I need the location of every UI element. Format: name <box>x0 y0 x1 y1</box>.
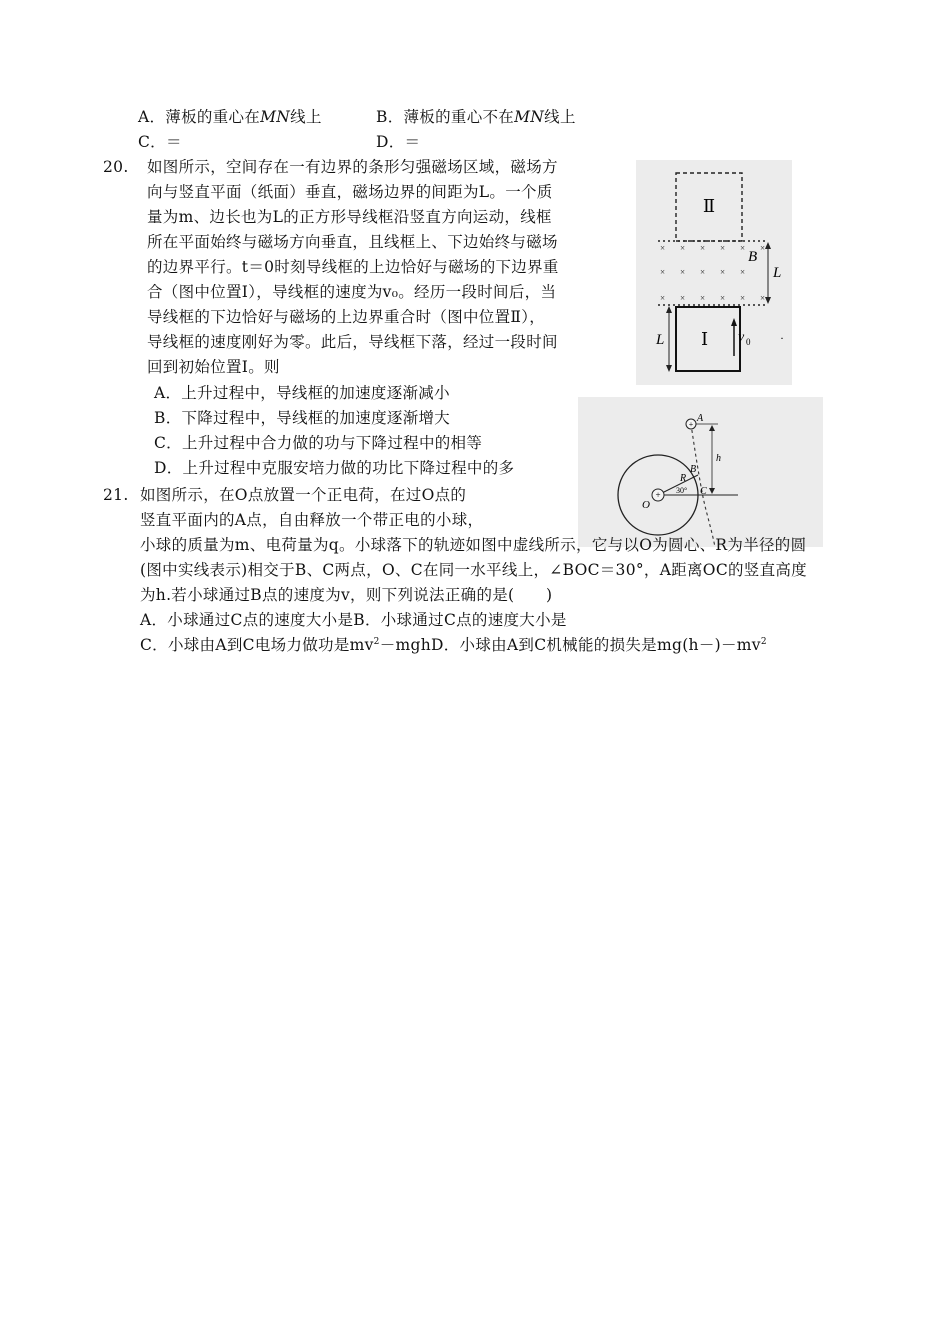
cross-mark: × <box>700 243 706 253</box>
plus-sign: + <box>688 420 694 429</box>
q21-options-ab: A．小球通过C点的速度大小是B．小球通过C点的速度大小是 <box>140 611 567 629</box>
q21-number: 21. <box>103 486 129 504</box>
label-o: O <box>642 499 650 511</box>
label-h: h <box>716 453 721 464</box>
label-r: R <box>680 473 687 484</box>
label-c: C <box>700 486 707 497</box>
cross-mark: × <box>760 293 766 303</box>
q21-options-cd <box>140 635 767 655</box>
q20-option-d: D．上升过程中克服安培力做的功比下降过程中的多 <box>154 459 515 477</box>
label-velocity: v <box>738 330 745 345</box>
q20-number: 20. <box>103 158 129 176</box>
q20-line-3: 量为m、边长也为L的正方形导线框沿竖直方向运动，线框 <box>147 208 552 226</box>
label-position-ii: Ⅱ <box>702 196 716 216</box>
arrow-head <box>709 488 715 494</box>
prev-option-b-text: B．薄板的重心不在 <box>376 108 515 126</box>
cross-mark: × <box>740 293 746 303</box>
label-position-i: Ⅰ <box>701 329 709 349</box>
q20-line-2: 向与竖直平面（纸面）垂直，磁场边界的间距为L。一个质 <box>147 183 553 201</box>
q21-line-4: (图中实线表示)相交于B、C两点，O、C在同一水平线上，∠BOC＝30°，A距离OC的竖直高度 <box>140 561 807 579</box>
q20-option-c: C．上升过程中合力做的功与下降过程中的相等 <box>154 434 483 452</box>
prev-option-a <box>138 107 322 127</box>
q20-option-a: A．上升过程中，导线框的加速度逐渐减小 <box>154 384 450 402</box>
arrow-head <box>731 318 737 326</box>
label-a: A <box>697 413 704 424</box>
prev-option-c: C．＝ <box>138 133 182 151</box>
magnetic-field-diagram <box>636 160 792 385</box>
cross-mark: × <box>680 243 686 253</box>
arrow-head <box>765 242 771 249</box>
prev-option-a-italic: MN <box>260 108 291 126</box>
cross-mark: × <box>660 267 666 277</box>
cross-mark: × <box>720 267 726 277</box>
q21-option-d-text: －mghD．小球由A到C机械能的损失是mg(h－)－mv <box>379 636 761 654</box>
q20-line-8: 导线框的速度刚好为零。此后，导线框下落，经过一段时间 <box>147 333 558 351</box>
cross-mark: × <box>680 267 686 277</box>
q20-line-7: 导线框的下边恰好与磁场的上边界重合时（图中位置Ⅱ）， <box>147 308 546 326</box>
prev-option-b-italic: MN <box>514 108 545 126</box>
cross-mark: × <box>660 293 666 303</box>
q20-line-9: 回到初始位置Ⅰ。则 <box>147 358 280 376</box>
q21-line-1: 如图所示，在O点放置一个正电荷，在过O点的 <box>140 486 467 504</box>
q21-line-2: 竖直平面内的A点，自由释放一个带正电的小球， <box>140 511 484 529</box>
arrow-head <box>666 306 672 313</box>
cross-mark: × <box>740 243 746 253</box>
label-b: B <box>690 464 697 475</box>
prev-option-b-end: 线上 <box>544 108 576 126</box>
label-velocity-subscript: 0 <box>746 337 751 347</box>
cross-mark: × <box>720 243 726 253</box>
prev-option-d: D．＝ <box>376 133 421 151</box>
label-l-right: L <box>773 265 782 281</box>
prev-option-a-end: 线上 <box>290 108 322 126</box>
plus-sign: + <box>655 490 661 500</box>
q20-figure <box>636 160 792 385</box>
superscript: 2 <box>760 636 767 647</box>
q20-line-6: 合（图中位置Ⅰ），导线框的速度为v₀。经历一段时间后，当 <box>147 283 557 301</box>
charge-circle-diagram <box>578 397 823 547</box>
q20-line-1: 如图所示，空间存在一有边界的条形匀强磁场区域，磁场方 <box>147 158 558 176</box>
label-l-left: L <box>656 332 665 348</box>
q21-figure <box>578 397 823 547</box>
q20-line-4: 所在平面始终与磁场方向垂直，且线框上、下边始终与磁场 <box>147 233 558 251</box>
q21-line-3: 小球的质量为m、电荷量为q。小球落下的轨迹如图中虚线所示，它与以O为圆心、R为半径的圆 <box>140 536 807 554</box>
stray-dot: · <box>780 331 784 345</box>
arrow-head <box>709 425 715 431</box>
superscript: 2 <box>373 636 380 647</box>
arrow-head <box>666 365 672 372</box>
arrow-head <box>765 297 771 304</box>
prev-option-b <box>376 107 576 127</box>
q20-option-b: B．下降过程中，导线框的加速度逐渐增大 <box>154 409 451 427</box>
label-angle: 30° <box>676 486 688 495</box>
q20-line-5: 的边界平行。t＝0时刻导线框的上边恰好与磁场的下边界重 <box>147 258 559 276</box>
cross-mark: × <box>740 267 746 277</box>
q21-line-5: 为h.若小球通过B点的速度为v，则下列说法正确的是( ) <box>140 586 553 604</box>
cross-mark: × <box>720 293 726 303</box>
cross-mark: × <box>660 243 666 253</box>
label-field-b: B <box>748 249 758 265</box>
cross-mark: × <box>700 293 706 303</box>
prev-option-a-text: A．薄板的重心在 <box>138 108 261 126</box>
cross-mark: × <box>700 267 706 277</box>
cross-mark: × <box>760 243 766 253</box>
q21-option-c-text: C．小球由A到C电场力做功是mv <box>140 636 374 654</box>
cross-mark: × <box>680 293 686 303</box>
